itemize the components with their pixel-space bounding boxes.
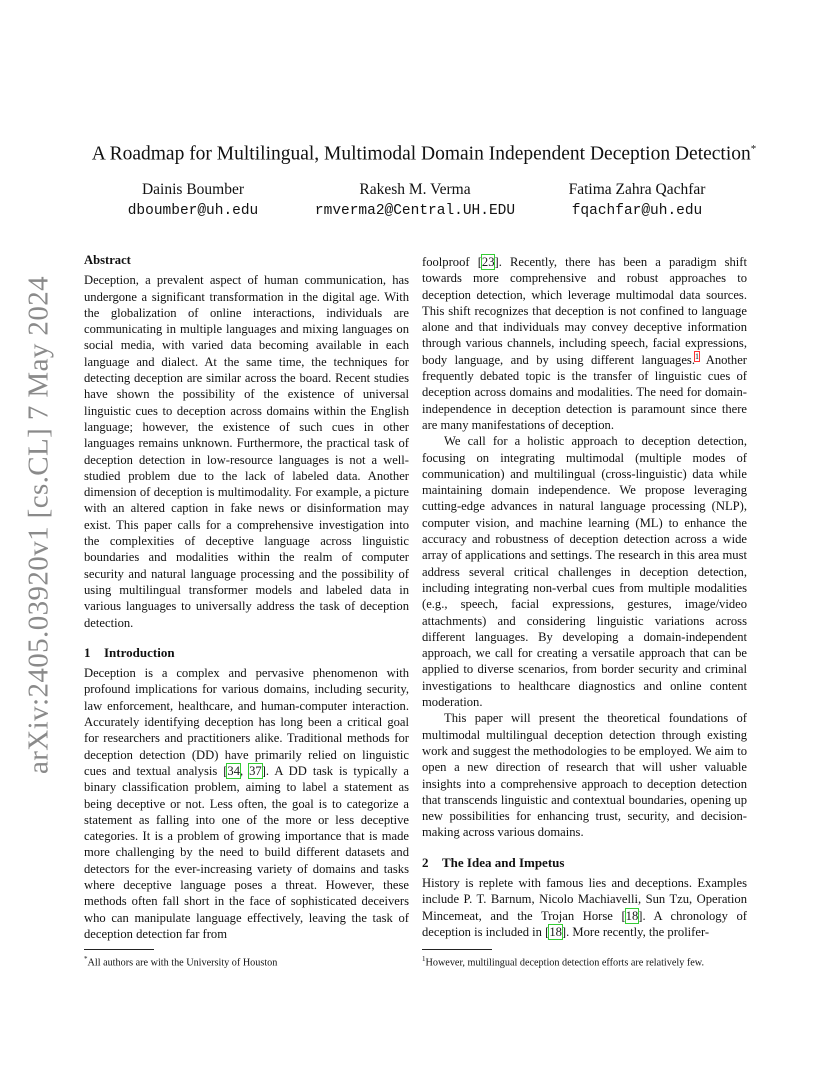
citation-link[interactable]: 34 [227,763,241,778]
abstract-heading: Abstract [84,253,131,267]
section-number: 2 [422,854,429,870]
footnote-link[interactable]: 1 [695,351,699,361]
citation-link[interactable]: 18 [549,924,562,939]
footnote-text: All authors are with the University of Houston [87,957,278,969]
intro-paragraph-continued: foolproof [23]. Recently, there has been a paradigm shift towards more comprehensive and robust approaches to deception detection, which leverage multimodal data sources. This shift recognizes that deception is not confined to language alone and that individuals may convey deceptive information through various channels, including speech, facial expressions, body language, and by using different languages.$^1$ Another frequently debated topic is the transfer of linguistic cues of deception across domains and modalities. The need for domain-independence in deception detection is paramount since there are many manifestations of deception. [422,255,748,432]
author-email: rmverma2@Central.UH.EDU [314,203,516,219]
citation-link[interactable]: 18 [625,908,639,923]
footnote-text: However, multilingual deception detection efforts are relatively few. [425,957,705,969]
section-number: 1 [84,644,91,660]
section-title: Introduction [104,644,175,660]
title-footnote-mark: * [750,143,757,155]
citation-link[interactable]: 37 [249,763,262,778]
arxiv-identifier-text: arXiv:2405.03920v1 [cs.CL] 7 May 2024 [22,275,55,775]
footnote-1 [422,953,747,969]
right-column [422,254,747,940]
author-email: dboumber@uh.edu [127,203,259,219]
holistic-approach-paragraph: We call for a holistic approach to deception detection, focusing on integrating multimodal (multiple modes of communication) and multilingual (cross-linguistic) data while maintaining domain independence. We propose leveraging cutting-edge advances in natural language processing (NLP), computer vision, and machine learning (ML) to enhance the accuracy and robustness of deception detection across a wide array of applications and settings. The research in this area must address several critical challenges in deception detection, including integrating non-verbal cues from multiple modalities (e.g., speech, facial expressions, gestures, image/video attachments) and considering linguistic variations across different languages. By developing a domain-independent approach, we call for creating a versatile approach that can be applied to diverse scenarios, from border security and criminal investigations to healthcare diagnostics and online content moderation. [422,434,747,710]
text-run: . Recently, there has been a paradigm shift towards more comprehensive and robust approaches to deception detection, which leverage multimodal data sources. This shift recognizes that deception is not confined to language alone and that individuals may convey deceptive information through various channels, including speech, facial expressions, body language, and by using different languages. [422,255,748,367]
footnote-mark: 1 [422,955,426,963]
text-run: Deception is a complex and pervasive phenomenon with profound implications for various domains, including security, law enforcement, healthcare, and human-computer interaction. Accurately identifying deception has long been a critical goal for researchers and practitioners alike. Traditional methods for deception detection (DD) have primarily relied on linguistic cues and textual analysis [84,666,409,778]
text-run: Another frequently debated topic is the transfer of linguistic cues of deception across domains and modalities. The need for domain-independence in deception detection is paramount since there are many manifestations of deception. [422,352,747,432]
section-1-heading [84,645,409,661]
citation-link[interactable]: 23 [481,255,495,269]
author-2 [300,180,530,222]
author-name: Fatima Zahra Qachfar [568,181,706,198]
abstract-text: Deception, a prevalent aspect of human communication, has undergone a significant transformation in the digital age. With the globalization of online interactions, individuals are communicating in multiple languages and mixing languages on social media, with varied data becoming available in each language and dialect. At the same time, the techniques for detecting deception are similar across the board. Recent studies have shown the possibility of the existence of universal linguistic cues to deception across domains within the English language; however, the existence of such cues in other languages remains unknown. Furthermore, the practical task of deception detection in low-resource languages is not a well-studied problem due to the lack of labeled data. Another dimension of deception is multimodality. For example, a picture with an altered caption in fake news or disinformation may exist. This paper calls for a comprehensive investigation into the complexities of deceptive language across linguistic boundaries and modalities within the realm of computer security and natural language processing and the possibility of using multilingual transformer models and labeled data in various languages to universally address the task of deception detection. [84,273,409,630]
paper-title [60,136,788,168]
arxiv-identifier [22,275,56,775]
theory-paragraph: This paper will present the theoretical foundations of multimodal multilingual deception detection through existing work and suggest the methodologies to be employed. We aim to open a new direction of research that will usher valuable insights into a comprehensive approach to deception detection that transcends linguistic and contextual boundaries, opening up new possibilities for enhancing trust, security, and decision-making across various domains. [422,711,747,840]
text-run: foolproof [422,255,478,269]
paper-title-text: A Roadmap for Multilingual, Multimodal Domain Independent Deception Detection [91,143,751,165]
author-name: Rakesh M. Verma [359,181,471,198]
footnote-rule [422,949,492,950]
text-run: . A DD task is typically a binary classification problem, aiming to label a statement as being deceptive or not. Less often, the goal is to categorize a statement as falling into one of the more or less deceptive categories. It is a problem of growing importance that is made more challenging by the need to build different datasets and detectors for the ever-increasing variety of domains and tasks where deceptive language poses a threat. However, these methods often fall short in the face of sophisticated deceivers who can manipulate language effectively, leaving the task of deception detection far from [84,763,410,941]
footnote-authors [84,953,409,969]
footnote-rule [84,949,154,950]
author-1 [108,180,278,222]
section-title: The Idea and Impetus [442,854,565,870]
intro-paragraph: Deception is a complex and pervasive phenomenon with profound implications for various domains, including security, law enforcement, healthcare, and human-computer interaction. Accurately identifying deception has long been a critical goal for researchers and practitioners alike. Traditional methods for deception detection (DD) have primarily relied on linguistic cues and textual analysis [34, 37]. A DD task is typically a binary classification problem, aiming to label a statement as being deceptive or not. Less often, the goal is to categorize a statement as falling into one of the more or less deceptive categories. It is a problem of growing importance that is made more challenging by the need to build different datasets and detectors for the ever-increasing variety of domains and tasks where deceptive language poses a threat. However, these methods often fall short in the face of sophisticated deceivers who can manipulate language effectively, leaving the task of deception detection far from [84,666,410,941]
section-2-paragraph: History is replete with famous lies and deceptions. Examples include P. T. Barnum, Nicolo Machiavelli, Sun Tzu, Operation Mincemeat, and the Trojan Horse [18]. A chronology of deception is included in [18]. More recently, the prolifer- [422,875,747,939]
text-run: . More recently, the prolifer- [566,924,710,939]
footnote-mark: * [84,955,88,963]
author-email: fqachfar@uh.edu [571,203,703,219]
text-run: History is replete with famous lies and deceptions. Examples include P. T. Barnum, Nicolo Machiavelli, Sun Tzu, Operation Mincemeat, and the Trojan Horse [422,875,747,923]
author-name: Dainis Boumber [141,181,245,198]
section-2-heading [422,855,747,871]
left-column [84,252,409,942]
text-run: . A chronology of deception is included in [422,908,747,939]
author-3 [548,180,726,222]
